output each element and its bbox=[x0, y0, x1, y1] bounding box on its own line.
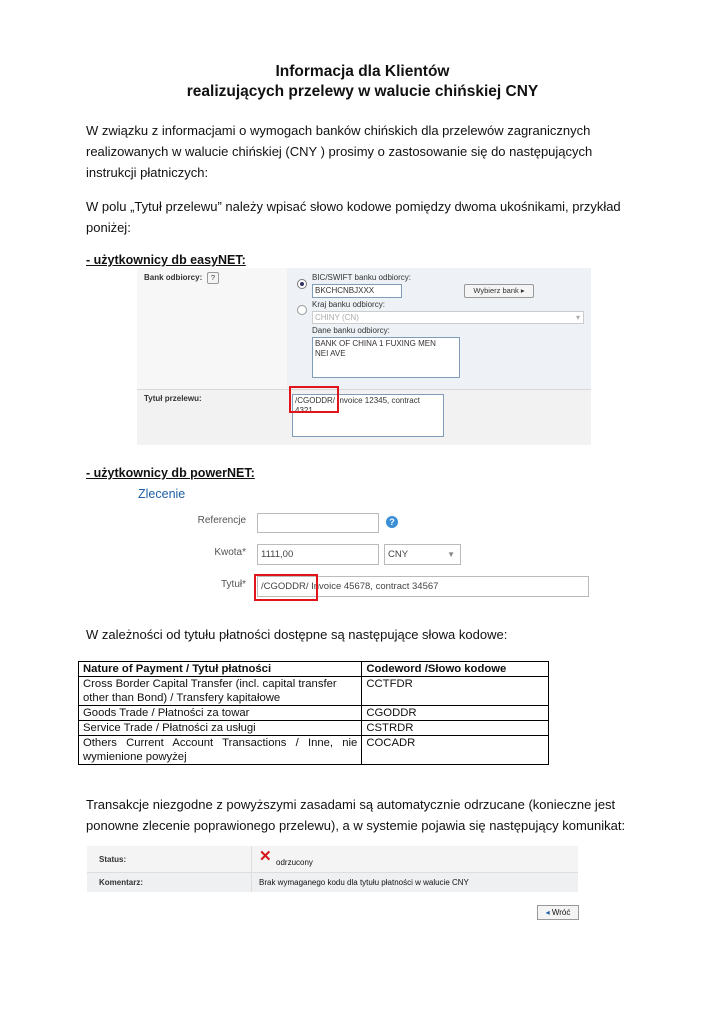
table-cell-nature: Service Trade / Płatności za usługi bbox=[79, 721, 362, 736]
comment-label: Komentarz: bbox=[99, 878, 144, 887]
easynet-heading: - użytkownicy db easyNET: bbox=[86, 253, 246, 267]
table-header-row bbox=[79, 662, 549, 677]
status-value: odrzucony bbox=[276, 858, 313, 867]
table-cell-nature: Others Current Account Transactions / Inne, nie wymienione powyżej bbox=[79, 736, 362, 765]
table-row bbox=[79, 736, 549, 765]
comment-value: Brak wymaganego kodu dla tytułu płatności w walucie CNY bbox=[259, 878, 469, 887]
title-label-powernet: Tytuł* bbox=[220, 579, 246, 590]
table-cell-codeword: COCADR bbox=[362, 736, 549, 765]
title-text: Invoice 12345, contract 4321 bbox=[295, 396, 420, 415]
country-radio[interactable] bbox=[297, 305, 307, 315]
table-row bbox=[79, 677, 549, 706]
codes-intro: W zależności od tytułu płatności dostępne są następujące słowa kodowe: bbox=[86, 627, 508, 642]
status-label: Status: bbox=[99, 855, 127, 864]
codes-table bbox=[78, 661, 549, 765]
table-cell-nature: Goods Trade / Płatności za towar bbox=[79, 706, 362, 721]
choose-bank-button[interactable] bbox=[464, 284, 534, 298]
intro-paragraph: W związku z informacjami o wymogach banków chińskich dla przelewów zagranicznych realizowanych w walucie chińskiej (CNY ) prosimy o zastosowanie się do następujących instrukcji płatniczych: bbox=[86, 123, 593, 180]
codeword-highlight bbox=[289, 386, 339, 413]
reject-paragraph: Transakcje niezgodne z powyższymi zasadami są automatycznie odrzucane (konieczne jest ponowne zlecenie poprawionego przelewu), a w systemie pojawia się następujący komunikat: bbox=[86, 797, 626, 833]
bic-label: BIC/SWIFT banku odbiorcy: bbox=[312, 273, 411, 282]
details-textarea[interactable]: BANK OF CHINA 1 FUXING MEN NEI AVE bbox=[312, 337, 460, 378]
back-label: Wróć bbox=[551, 908, 571, 917]
table-cell-codeword: CSTRDR bbox=[362, 721, 549, 736]
arrow-left-icon: ◂ bbox=[545, 908, 550, 917]
table-cell-codeword: CCTFDR bbox=[362, 677, 549, 706]
amount-input[interactable]: 1111,00 bbox=[257, 544, 379, 565]
instruction-paragraph: W polu „Tytuł przelewu” należy wpisać słowo kodowe pomiędzy dwoma ukośnikami, przykład poniżej: bbox=[86, 199, 621, 235]
powernet-form-title: Zlecenie bbox=[138, 487, 186, 501]
choose-bank-label: Wybierz bank bbox=[473, 286, 519, 295]
table-cell-nature: Cross Border Capital Transfer (incl. capital transfer other than Bond) / Transfery kapitałowe bbox=[79, 677, 362, 706]
codeword-highlight-powernet bbox=[254, 574, 318, 601]
bic-input[interactable]: BKCHCNBJXXX bbox=[312, 284, 402, 298]
chevron-down-icon: ▾ bbox=[575, 313, 580, 322]
reference-label: Referencje bbox=[197, 515, 246, 526]
title-text-powernet: Invoice 45678, contract 34567 bbox=[308, 581, 439, 592]
reference-input[interactable] bbox=[257, 513, 379, 533]
easynet-screenshot bbox=[137, 268, 591, 444]
title-codeword-powernet: /CGODDR/ bbox=[261, 581, 309, 592]
currency-select[interactable] bbox=[384, 544, 461, 565]
country-value: CHINY (CN) bbox=[315, 313, 359, 322]
back-button[interactable] bbox=[537, 905, 579, 920]
doc-title-line1: Informacja dla Klientów bbox=[275, 63, 450, 80]
help-icon[interactable]: ? bbox=[386, 516, 398, 528]
chevron-down-icon: ▼ bbox=[447, 550, 455, 559]
help-button[interactable]: ? bbox=[207, 272, 219, 284]
table-row bbox=[79, 721, 549, 736]
country-label: Kraj banku odbiorcy: bbox=[312, 300, 385, 309]
table-cell-codeword: CGODDR bbox=[362, 706, 549, 721]
title-label: Tytuł przelewu: bbox=[144, 394, 202, 403]
status-panel bbox=[87, 846, 578, 892]
table-header-nature: Nature of Payment / Tytuł płatności bbox=[79, 662, 362, 677]
title-codeword: /CGODDR/ bbox=[295, 396, 335, 405]
arrow-right-icon: ▸ bbox=[520, 286, 525, 295]
table-row bbox=[79, 706, 549, 721]
powernet-heading: - użytkownicy db powerNET: bbox=[86, 466, 255, 480]
table-header-codeword: Codeword /Słowo kodowe bbox=[362, 662, 549, 677]
details-label: Dane banku odbiorcy: bbox=[312, 326, 390, 335]
doc-title-line2: realizujących przelewy w walucie chińskiej CNY bbox=[186, 83, 539, 100]
currency-value: CNY bbox=[388, 549, 409, 560]
bank-label: Bank odbiorcy: bbox=[144, 273, 203, 282]
amount-label: Kwota* bbox=[214, 547, 246, 558]
bic-radio[interactable] bbox=[297, 279, 307, 289]
country-select[interactable] bbox=[312, 311, 584, 324]
reject-x-icon: ✕ bbox=[259, 848, 272, 865]
